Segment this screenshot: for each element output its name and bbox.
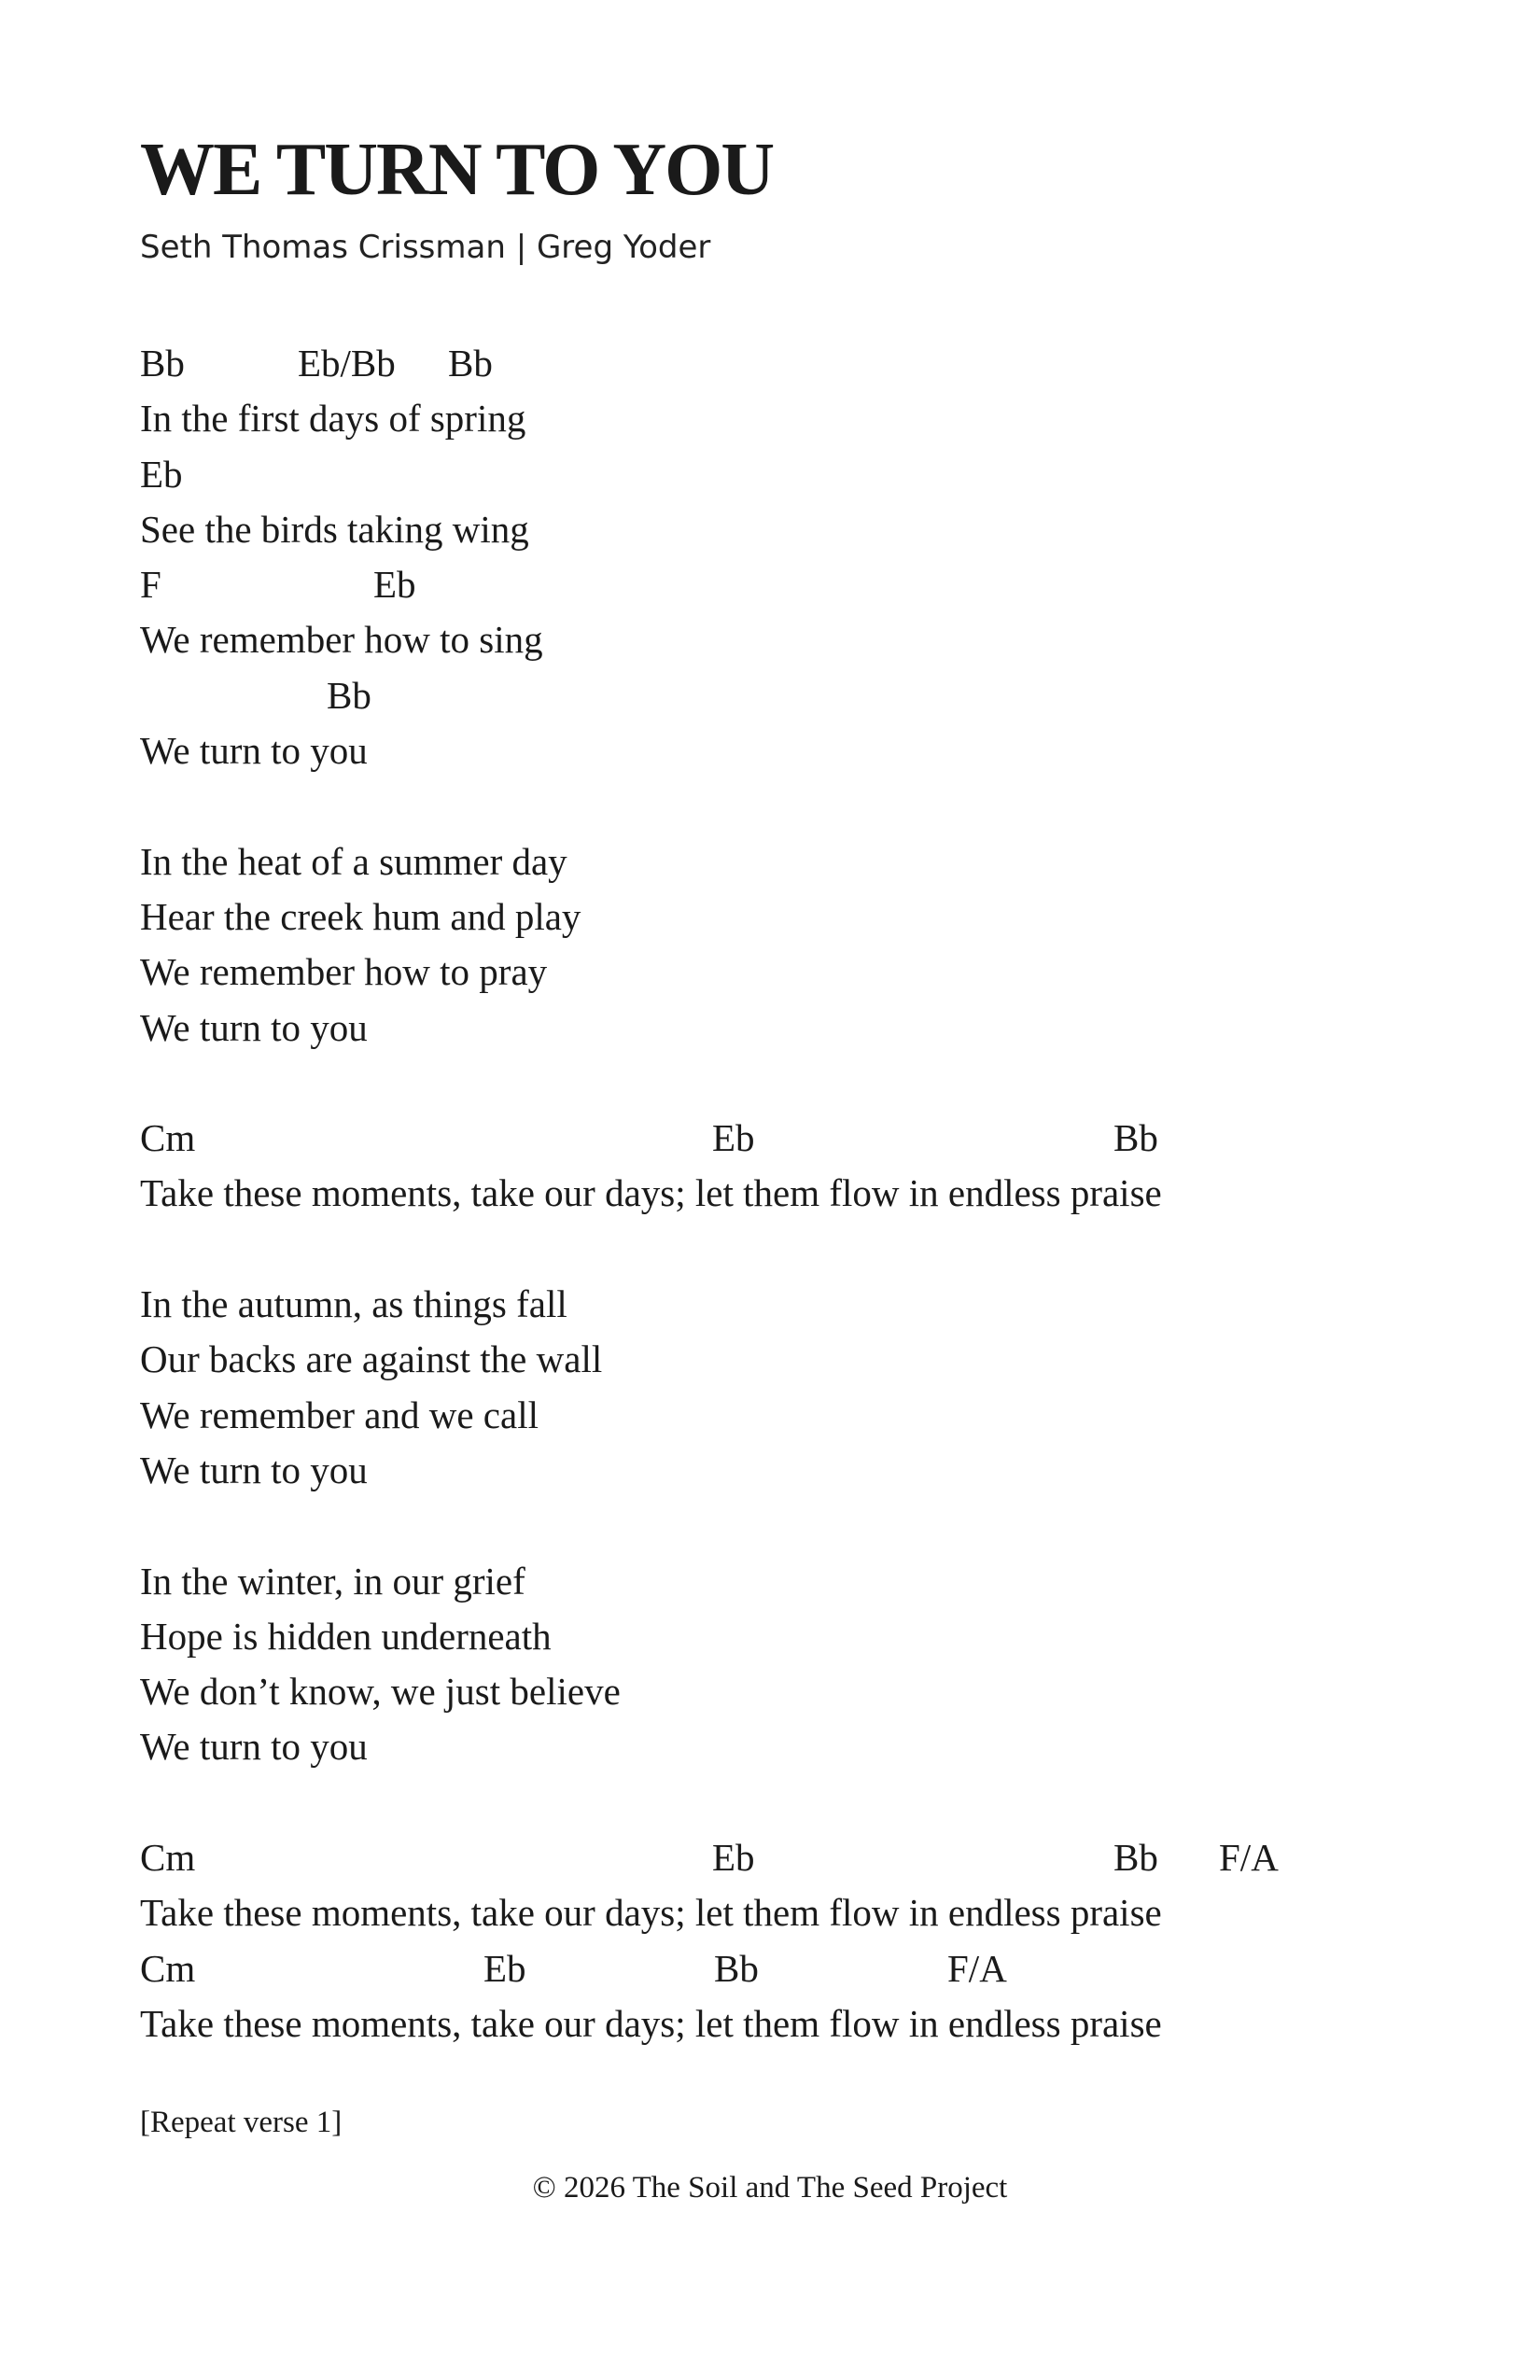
stanza-gap	[140, 1222, 1447, 1277]
chord-line	[140, 1111, 1447, 1166]
song-authors: Seth Thomas Crissman | Greg Yoder	[140, 229, 711, 266]
repeat-note: [Repeat verse 1]	[140, 2106, 343, 2139]
chord: F	[140, 563, 161, 607]
lyric-line: In the heat of a summer day	[140, 839, 567, 883]
lyric-line: We remember how to sing	[140, 618, 543, 662]
chord-line	[140, 336, 1447, 391]
chord: Eb	[140, 452, 183, 496]
stanza-gap	[140, 1056, 1447, 1111]
chord: Eb	[483, 1946, 526, 1990]
chord: Bb	[714, 1946, 759, 1990]
lyric-line: We turn to you	[140, 1005, 368, 1049]
chord-line	[140, 1941, 1447, 1996]
chord: Eb/Bb	[298, 342, 396, 385]
chord-line	[140, 1830, 1447, 1885]
chord: F/A	[1219, 1836, 1279, 1880]
chord: Eb	[712, 1116, 755, 1160]
lyric-line: Hear the creek hum and play	[140, 894, 581, 938]
chord: Eb	[712, 1836, 755, 1880]
lyric-line: Take these moments, take our days; let them flow in endless praise	[140, 1891, 1162, 1935]
lyric-line: Our backs are against the wall	[140, 1337, 603, 1381]
lyric-line: We remember how to pray	[140, 950, 548, 994]
lyric-line: We remember and we call	[140, 1393, 539, 1436]
lyric-line: In the autumn, as things fall	[140, 1282, 567, 1326]
stanza-gap	[140, 1498, 1447, 1553]
lyric-line: Hope is hidden underneath	[140, 1614, 552, 1658]
stanza-gap	[140, 778, 1447, 833]
chord-line	[140, 447, 1447, 502]
lyric-line: Take these moments, take our days; let them flow in endless praise	[140, 2001, 1162, 2045]
chord-line	[140, 668, 1447, 723]
chord: Eb	[373, 563, 416, 607]
chord: Cm	[140, 1116, 196, 1160]
lyric-line: We turn to you	[140, 1725, 368, 1769]
chord: F/A	[947, 1946, 1007, 1990]
lyric-line: We don’t know, we just believe	[140, 1670, 621, 1714]
chord: Cm	[140, 1836, 196, 1880]
chord: Bb	[1113, 1836, 1158, 1880]
chord: Bb	[448, 342, 493, 385]
lyric-line: See the birds taking wing	[140, 507, 529, 551]
chord: Bb	[140, 342, 185, 385]
stanza-gap	[140, 1775, 1447, 1830]
lyric-line: Take these moments, take our days; let them flow in endless praise	[140, 1171, 1162, 1215]
lyric-line: We turn to you	[140, 729, 368, 773]
chord-line	[140, 557, 1447, 612]
lyric-line: In the first days of spring	[140, 397, 526, 441]
song-body	[140, 336, 1447, 2051]
chord: Bb	[1113, 1116, 1158, 1160]
lyric-line: We turn to you	[140, 1448, 368, 1491]
copyright-notice: © 2026 The Soil and The Seed Project	[532, 2171, 1008, 2205]
song-title: WE TURN TO YOU	[140, 129, 774, 211]
chord: Cm	[140, 1946, 196, 1990]
lyric-line: In the winter, in our grief	[140, 1559, 525, 1603]
chord: Bb	[327, 673, 371, 717]
